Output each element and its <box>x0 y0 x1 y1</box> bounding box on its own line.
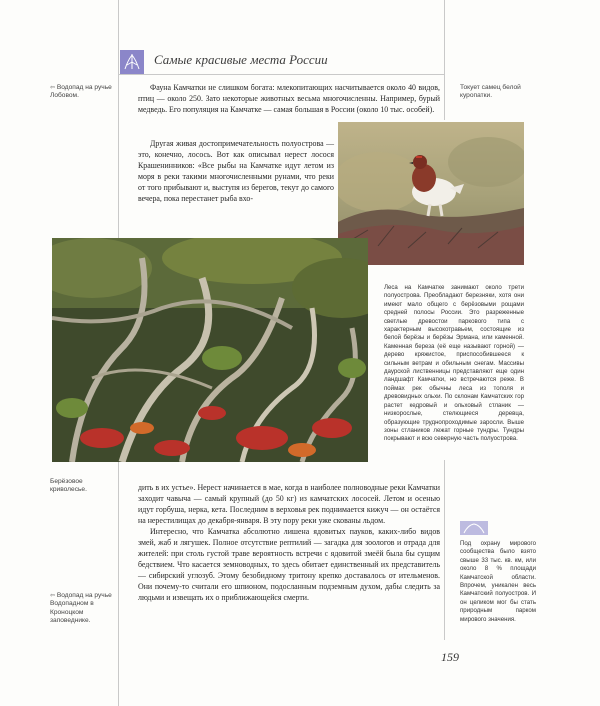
caption-text: Водопад на ручье Водопадном в Кроноцком заповеднике. <box>50 592 112 625</box>
caption-birch-forest <box>50 478 110 495</box>
forest-side-text <box>384 284 524 444</box>
caption-waterfall-kronotsky <box>50 592 118 626</box>
paragraph: дить в их устье». Нерест начинается в мае, когда в наиболее полноводные реки Камчатки заходит чавыча — самый крупный (до 50 кг) из камчатских лососей. Летом и осенью идут горбуша, нерка, кета. Последним в верховья рек поднимается кижуч — он остаётся на нерестилищах до декабря-января. В эту пору реки уже скованы льдом. <box>138 483 440 526</box>
right-column-rule-lower <box>444 460 445 640</box>
caption-text: Водопад на ручье Лобовом. <box>50 84 112 100</box>
body-text-bottom <box>138 482 440 604</box>
header-rule <box>118 74 444 75</box>
page-title: Самые красивые места России <box>154 52 328 67</box>
paragraph: Другая живая достопримечательность полуострова — это, конечно, лосось. Вот как описывал нерест лосося Крашенинников: «Все рыбы на Камчатке идут летом из моря в реки такими многочисленными рунами, что реки от того прибывают и, выступя из берегов, текут до самого вечера, пока перестанет рыба вхо- <box>138 139 334 204</box>
body-text-top-narrow <box>138 138 334 204</box>
paragraph: Фауна Камчатки не слишком богата: млекопитающих насчитывается около 40 видов, птиц — около 250. Зато некоторые животных весьма многочисленны. Например, бурый медведь. Его популяция на Камчатке — самая большая в России (около 10 тыс. особей). <box>138 83 440 115</box>
caption-text: Токует самец белой куропатки. <box>460 84 521 100</box>
caption-ptarmigan <box>460 84 530 101</box>
caption-text: Берёзовое криволесье. <box>50 478 87 494</box>
right-column-rule <box>444 0 445 120</box>
page-number: 159 <box>441 650 459 664</box>
sidebar-note <box>460 540 536 624</box>
paragraph: Под охрану мирового сообщества было взято свыше 33 тыс. кв. км, или около 8 % площади Камчатской области. Впрочем, уникален весь Камчатский полуостров. И он целиком мог бы стать природным парком мирового значения. <box>460 540 536 623</box>
paragraph: Интересно, что Камчатка абсолютно лишена ядовитых пауков, каких-либо видов змей, жаб и лягушек. Полное отсутствие рептилий — загадка для зоологов и отрада для жителей: при столь густой траве вероятность встречи с ядовитой змеёй была бы сущим бедствием. Что касается земноводных, то здесь обитает единственный их представитель — сибирский углозуб. Этому безобидному тритону крепко доставалось от ительменов. Они почему-то считали его шпионом, подосланным подземным духом, дабы следить за людьми и извещать их о приближающейся смерти. <box>138 527 440 603</box>
caption-waterfall-lobovoy <box>50 84 116 101</box>
body-text-top <box>138 82 440 115</box>
arrow-left-icon: ⇦ <box>50 593 56 599</box>
section-icon <box>120 50 144 74</box>
arrow-left-icon: ⇦ <box>50 85 56 91</box>
birch-forest-photo <box>52 238 368 462</box>
paragraph: Леса на Камчатке занимают около трети полуострова. Преобладают березняки, хотя они имеют мало общего с берёзовыми рощами средней полосы России. Это разреженные светлые древостои паркового типа с характерным высокотравьем, состоящие из белой берёзы и берёзы Эрмана, или каменной. Каменная береза (её еще называют горной) — дерево кряжистое, приспособившееся к сильным ветрам и обильным снегам. Массивы даурской лиственницы представляют еще один ландшафт Камчатки, но встречаются реже. В поймах рек обычны леса из тополя и древовидных ольхи. По склонам Камчатских гор растет кедровый и ольховый стланик — низкорослые, стелющиеся деревца, образующие труднопроходимые заросли. Выше зоны стлаников лежат горные тундры. Тундры покрывают и всю северную часть полуострова. <box>384 284 524 443</box>
ornament-icon <box>460 521 488 535</box>
